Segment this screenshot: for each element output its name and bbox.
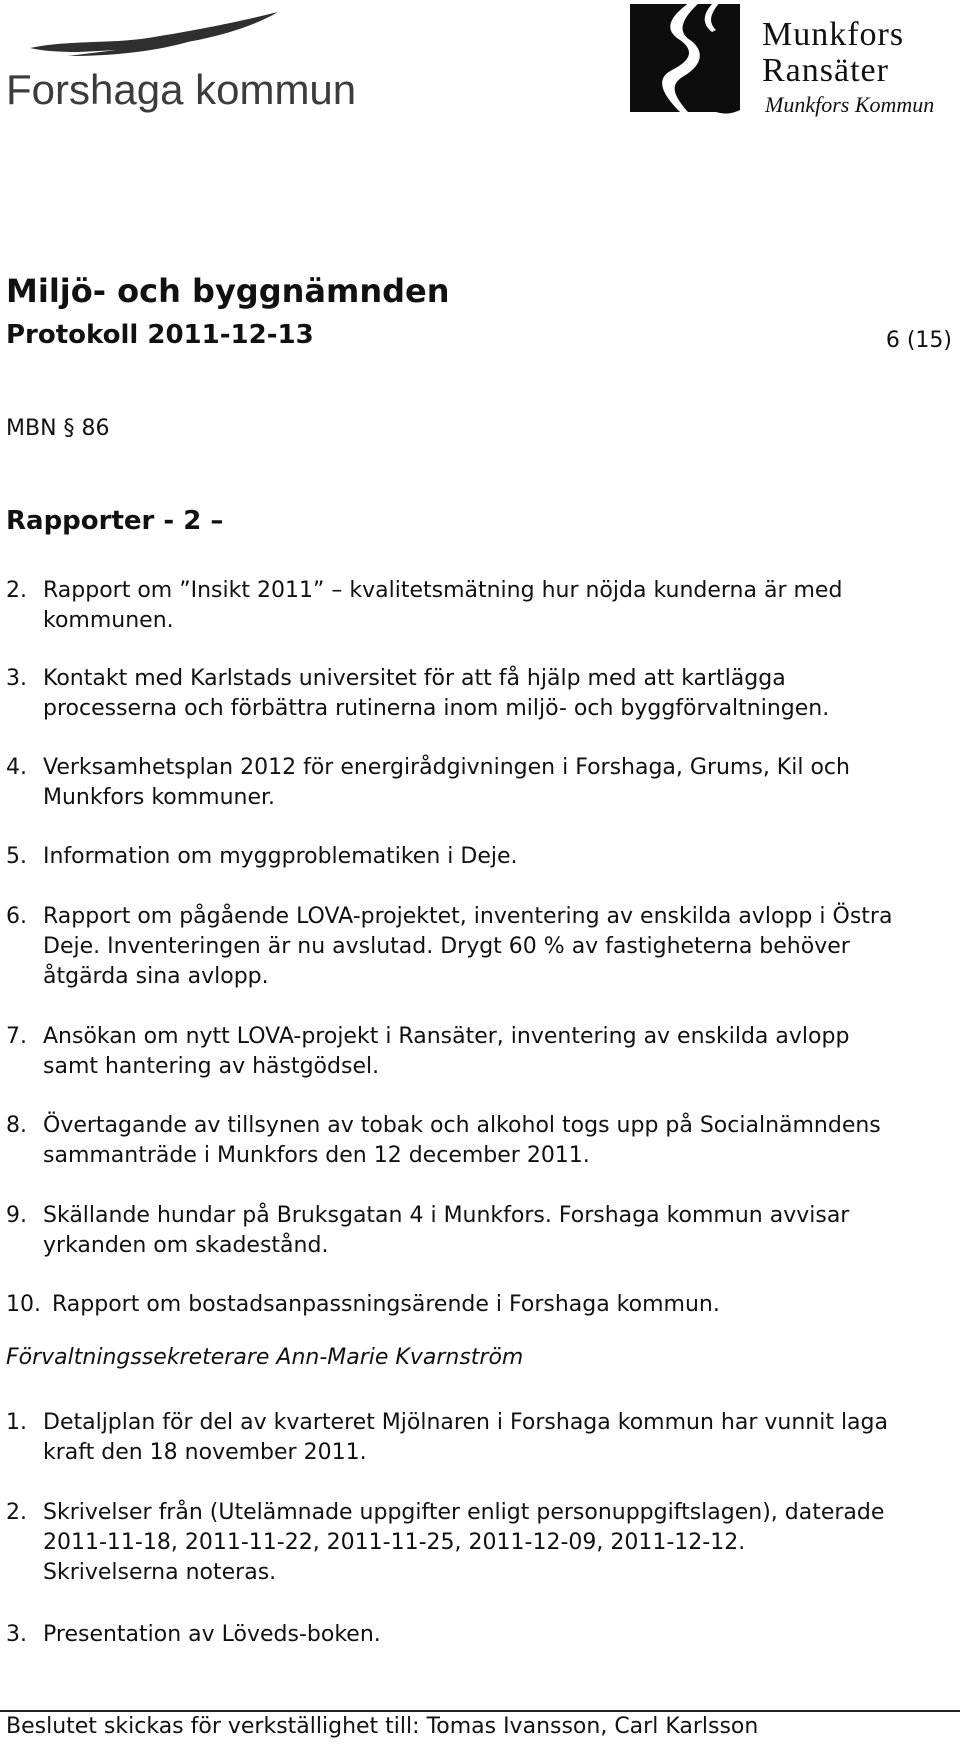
page-number: 6 (15) [885,328,952,353]
list-item-text: Ansökan om nytt LOVA-projekt i Ransäter, inventering av enskilda avlopp samt hantering av hästgödsel. [43,1024,850,1079]
list-item-text: Verksamhetsplan 2012 för energirådgivningen i Forshaga, Grums, Kil och Munkfors kommuner. [43,755,850,810]
section-number: MBN § 86 [6,416,110,441]
list-item-text: Information om myggproblematiken i Deje. [43,844,518,869]
list-item [6,1201,906,1261]
list-item-number: 5. [6,844,27,869]
list-item-text: Rapport om bostadsanpassningsärende i Forshaga kommun. [52,1292,720,1317]
munkfors-logo-line1: Munkfors [762,16,905,53]
document-title: Miljö- och byggnämnden [6,272,450,310]
list-item-number: 9. [6,1203,27,1228]
list-item [6,842,906,872]
list-item [6,1620,906,1650]
list-item-text: Kontakt med Karlstads universitet för att få hjälp med att kartlägga processerna och förbättra rutinerna inom miljö- och byggförvaltningen. [43,666,830,721]
list-item-text: Rapport om ”Insikt 2011” – kvalitetsmätning hur nöjda kunderna är med kommunen. [43,578,843,633]
munkfors-logo [628,0,960,130]
munkfors-logo-line2: Ransäter [762,52,889,89]
list-item [6,1408,906,1468]
wave-logo-icon [28,4,318,64]
list-item [6,576,906,636]
list-item [6,902,906,992]
list-item-text: Rapport om pågående LOVA-projektet, inventering av enskilda avlopp i Östra Deje. Inventeringen är nu avslutad. Drygt 60 % av fastigheterna behöver åtgärda sina avlopp. [43,904,893,989]
river-emblem-icon [628,0,748,118]
section-heading: Rapporter - 2 – [6,506,224,536]
list-item-number: 7. [6,1024,27,1049]
list-item-number: 6. [6,904,27,929]
list-item-number: 10. [6,1292,41,1317]
list-item-text: Skrivelser från (Utelämnade uppgifter enligt personuppgiftslagen), daterade 2011-11-18, 2011-11-22, 2011-11-25, 2011-12-09, 2011-12-12. [43,1500,885,1555]
list-item-number: 2. [6,578,27,603]
protocol-date: Protokoll 2011-12-13 [6,320,314,350]
list-item-text: Övertagande av tillsynen av tobak och alkohol togs upp på Socialnämndens sammanträde i Munkfors den 12 december 2011. [43,1113,881,1168]
list-item-number: 2. [6,1500,27,1525]
list-item [6,753,906,813]
list-item-number: 4. [6,755,27,780]
list-item [6,1022,906,1082]
list-item-number: 3. [6,666,27,691]
list-item [6,1111,906,1171]
list-item-text: Skällande hundar på Bruksgatan 4 i Munkfors. Forshaga kommun avvisar yrkanden om skadestånd. [43,1203,850,1258]
list-item-text: Presentation av Löveds-boken. [43,1622,381,1647]
list-item-note: Skrivelserna noteras. [43,1560,277,1585]
footer-divider [0,1710,960,1712]
list-item [6,1498,906,1588]
munkfors-logo-line3: Munkfors Kommun [765,92,935,117]
forshaga-logo-text: Forshaga kommun [6,66,357,113]
officer-subheading: Förvaltningssekreterare Ann-Marie Kvarnström [6,1345,524,1370]
list-item-number: 3. [6,1622,27,1647]
list-item [6,1290,906,1320]
list-item-number: 1. [6,1410,27,1435]
list-item-text: Detaljplan för del av kvarteret Mjölnaren i Forshaga kommun har vunnit laga kraft den 18 november 2011. [43,1410,888,1465]
list-item [6,664,906,724]
forshaga-logo [0,0,357,120]
footer-distribution: Beslutet skickas för verkställighet till: Tomas Ivansson, Carl Karlsson [6,1714,759,1739]
list-item-number: 8. [6,1113,27,1138]
